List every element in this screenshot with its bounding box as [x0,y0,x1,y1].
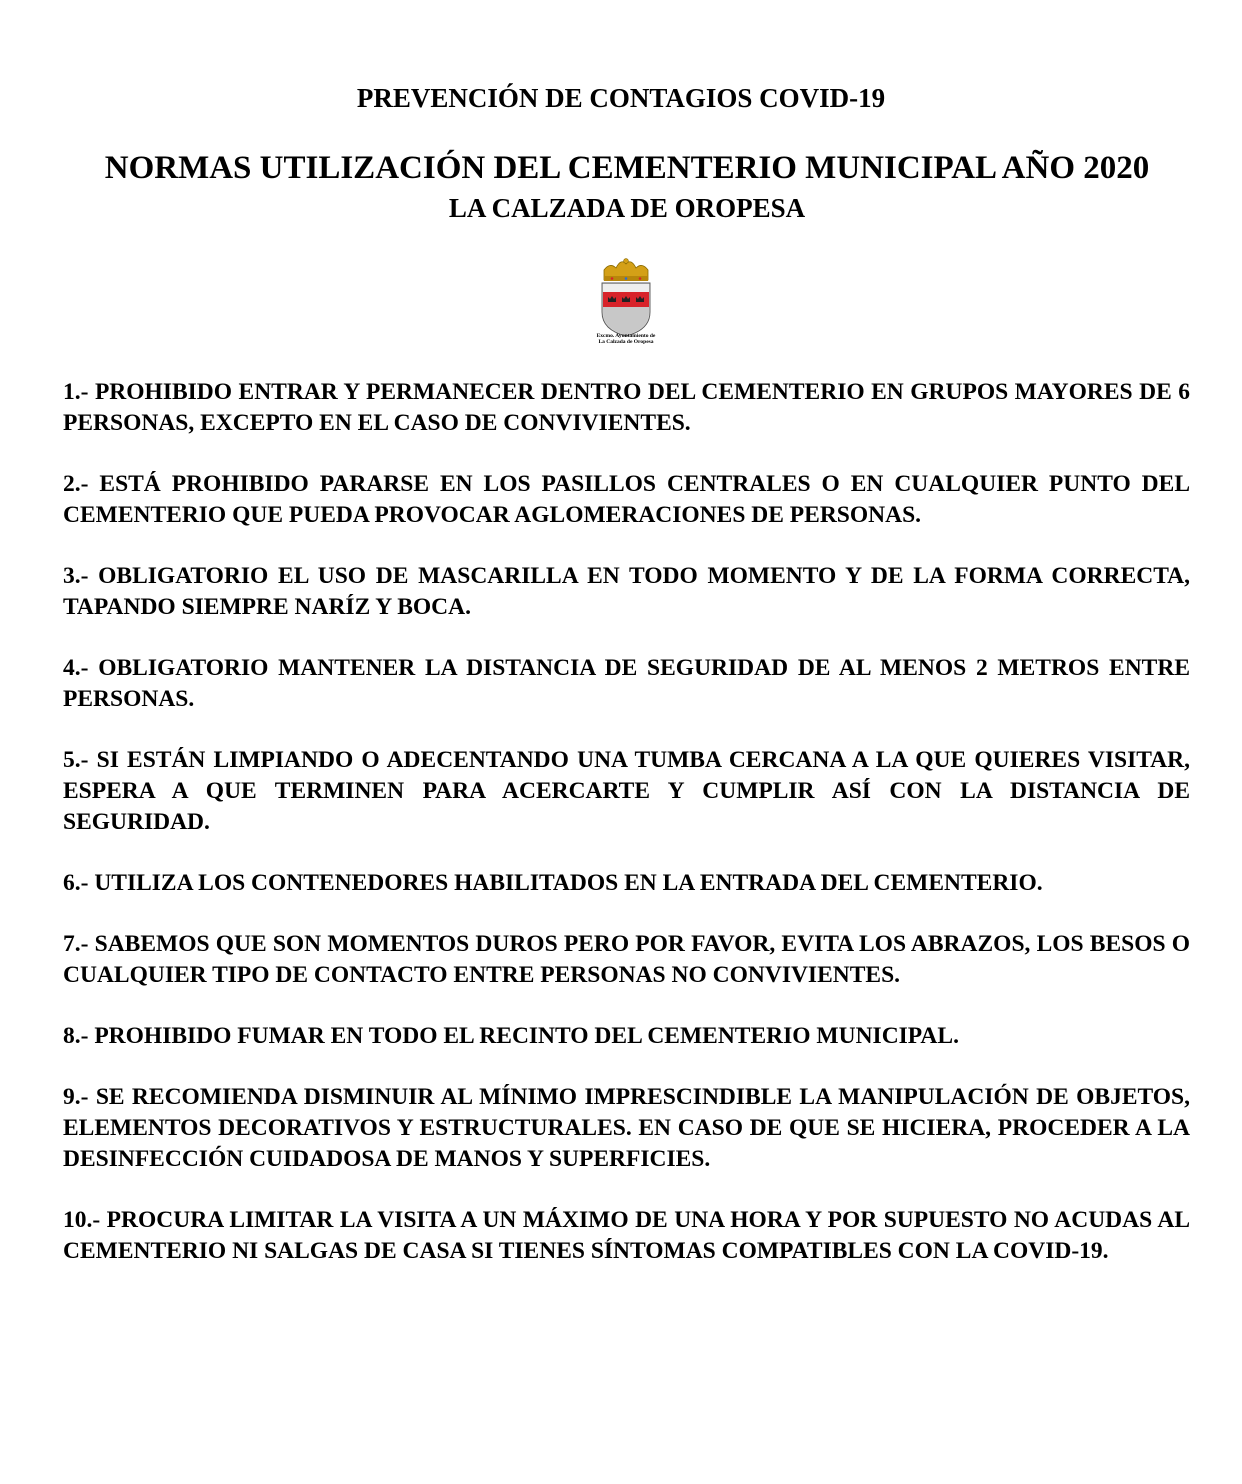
rule-item-2: 2.- ESTÁ PROHIBIDO PARARSE EN LOS PASILLOS CENTRALES O EN CUALQUIER PUNTO DEL CEMENTERIO QUE PUEDA PROVOCAR AGLOMERACIONES DE PERSONAS. [63,471,1190,528]
rules-list [63,377,1190,1297]
rule-item-4: 4.- OBLIGATORIO MANTENER LA DISTANCIA DE SEGURIDAD DE AL MENOS 2 METROS ENTRE PERSONAS. [63,655,1190,712]
crest-caption [560,333,692,345]
rule-item-7: 7.- SABEMOS QUE SON MOMENTOS DUROS PERO POR FAVOR, EVITA LOS ABRAZOS, LOS BESOS O CUALQUIER TIPO DE CONTACTO ENTRE PERSONAS NO CONVIVIENTES. [63,931,1190,988]
rule-item-5: 5.- SI ESTÁN LIMPIANDO O ADECENTANDO UNA TUMBA CERCANA A LA QUE QUIERES VISITAR, ESPERA A QUE TERMINEN PARA ACERCARTE Y CUMPLIR ASÍ CON LA DISTANCIA DE SEGURIDAD. [63,747,1190,835]
notice-subtitle: LA CALZADA DE OROPESA [448,193,806,223]
rule-item-3: 3.- OBLIGATORIO EL USO DE MASCARILLA EN TODO MOMENTO Y DE LA FORMA CORRECTA, TAPANDO SIEMPRE NARÍZ Y BOCA. [63,563,1190,620]
crest-caption-line2: La Calzada de Oropesa [598,339,654,345]
rule-item-6: 6.- UTILIZA LOS CONTENEDORES HABILITADOS EN LA ENTRADA DEL CEMENTERIO. [63,870,1043,896]
rule-item-9: 9.- SE RECOMIENDA DISMINUIR AL MÍNIMO IMPRESCINDIBLE LA MANIPULACIÓN DE OBJETOS, ELEMENTOS DECORATIVOS Y ESTRUCTURALES. EN CASO DE QUE SE HICIERA, PROCEDER A LA DESINFECCIÓN CUIDADOSA DE MANOS Y SUPERFICIES. [63,1084,1190,1172]
notice-kicker: PREVENCIÓN DE CONTAGIOS COVID-19 [356,83,886,113]
crest-caption-line1: Excmo. Ayuntamiento de [596,333,656,339]
notice-title: NORMAS UTILIZACIÓN DEL CEMENTERIO MUNICIPAL AÑO 2020 [104,150,1150,186]
rule-item-10: 10.- PROCURA LIMITAR LA VISITA A UN MÁXIMO DE UNA HORA Y POR SUPUESTO NO ACUDAS AL CEMENTERIO NI SALGAS DE CASA SI TIENES SÍNTOMAS COMPATIBLES CON LA COVID-19. [63,1207,1190,1264]
rule-item-1: 1.- PROHIBIDO ENTRAR Y PERMANECER DENTRO DEL CEMENTERIO EN GRUPOS MAYORES DE 6 PERSONAS, EXCEPTO EN EL CASO DE CONVIVIENTES. [63,379,1190,436]
rule-item-8: 8.- PROHIBIDO FUMAR EN TODO EL RECINTO DEL CEMENTERIO MUNICIPAL. [63,1023,959,1049]
